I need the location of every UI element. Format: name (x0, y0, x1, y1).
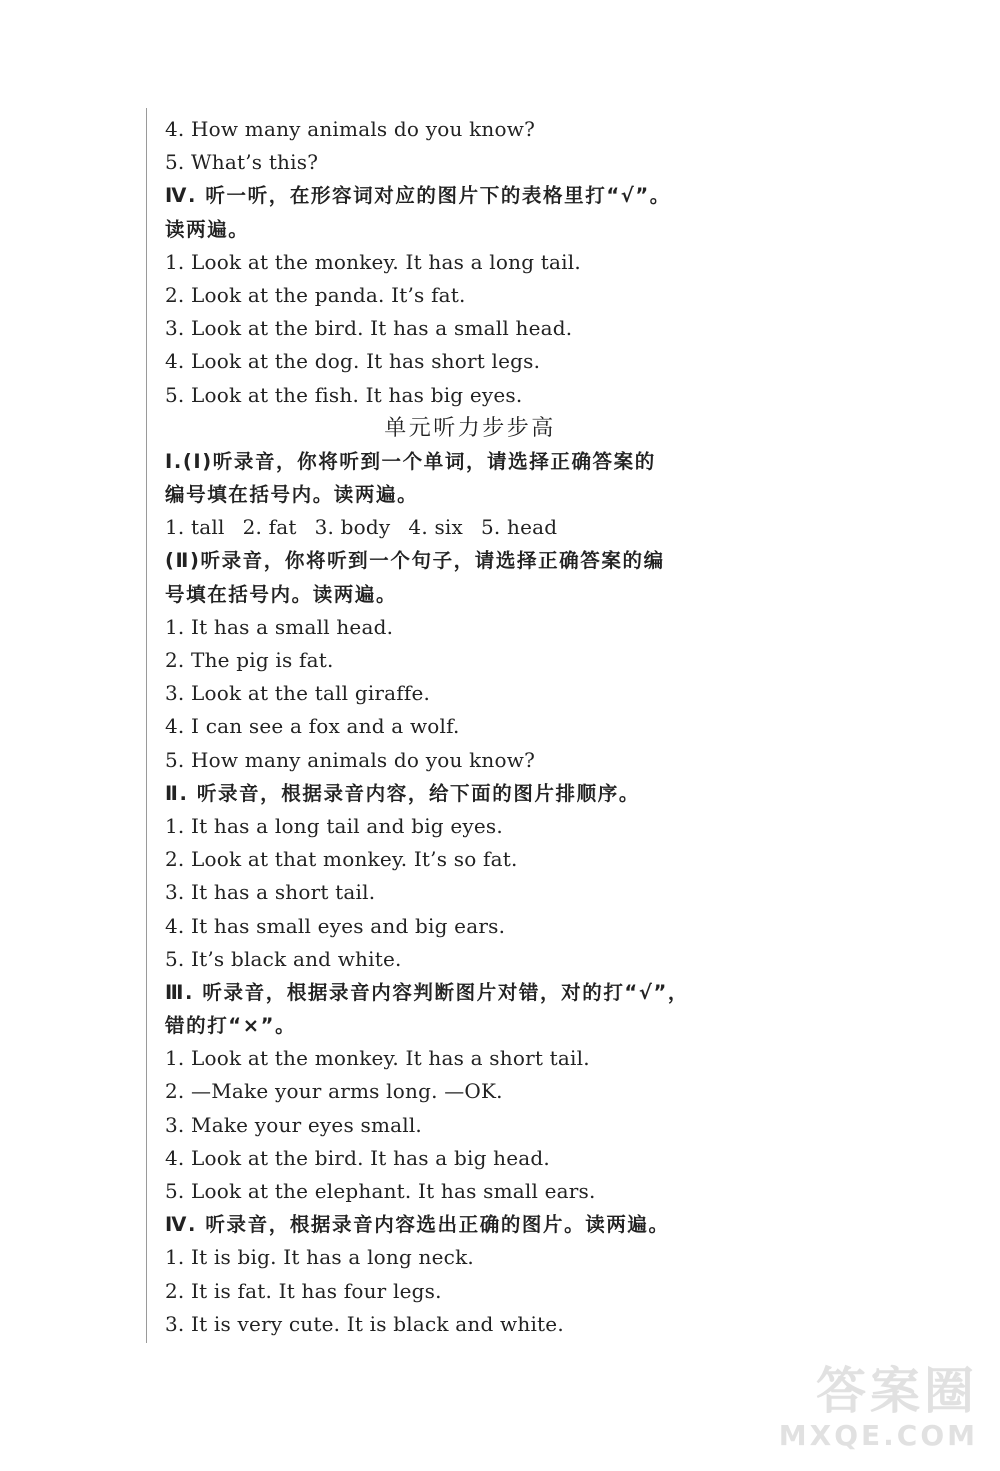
word-list-line (165, 511, 765, 544)
answer-line: 4. How many animals do you know? (165, 117, 535, 141)
watermark-logo (738, 1362, 978, 1457)
section-instruction: 读两遍。 (165, 217, 250, 241)
answer-line: 2. The pig is fat. (165, 648, 334, 672)
answer-line: 1. It is big. It has a long neck. (165, 1245, 474, 1270)
word-list-item: 1. tall (165, 515, 225, 540)
word-list-item: 4. six (408, 515, 463, 540)
word-list-item: 3. body (314, 515, 391, 540)
section-instruction: Ⅲ. 听录音，根据录音内容判断图片对错，对的打“√”， (165, 980, 689, 1004)
answer-line: 4. I can see a fox and a wolf. (165, 714, 460, 739)
section-instruction: (Ⅱ)听录音，你将听到一个句子，请选择正确答案的编 (165, 549, 665, 573)
answer-line: 1. Look at the monkey. It has a short tail. (165, 1046, 590, 1071)
answer-line: 3. Make your eyes small. (165, 1112, 422, 1137)
answer-line: 2. Look at the panda. It’s fat. (165, 282, 466, 307)
answer-line: 5. Look at the elephant. It has small ears. (165, 1179, 596, 1203)
answer-line: 4. It has small eyes and big ears. (165, 913, 506, 938)
answer-line: 4. Look at the dog. It has short legs. (165, 349, 541, 374)
answer-line: 3. It is very cute. It is black and white. (165, 1311, 564, 1336)
answer-line: 5. It’s black and white. (165, 946, 402, 971)
section-instruction: 号填在括号内。读两遍。 (165, 582, 398, 606)
answer-line: 2. Look at that monkey. It’s so fat. (165, 847, 518, 872)
answer-line: 3. Look at the bird. It has a small head. (165, 316, 573, 341)
margin-rule (146, 108, 147, 1343)
answer-line: 5. Look at the fish. It has big eyes. (165, 382, 523, 407)
answer-line: 3. It has a short tail. (165, 880, 376, 905)
section-instruction: Ⅳ. 听一听，在形容词对应的图片下的表格里打“√”。 (165, 184, 671, 208)
answer-key-text (165, 113, 765, 1341)
watermark-url-text: MXQE.COM (778, 1419, 978, 1452)
answer-line: 3. Look at the tall giraffe. (165, 681, 431, 706)
section-instruction: Ⅳ. 听录音，根据录音内容选出正确的图片。读两遍。 (165, 1213, 670, 1237)
section-instruction: Ⅰ.(Ⅰ)听录音，你将听到一个单词，请选择正确答案的 (165, 449, 656, 473)
answer-line: 1. Look at the monkey. It has a long tail. (165, 249, 581, 274)
answer-line: 5. How many animals do you know? (165, 747, 535, 772)
section-instruction: Ⅱ. 听录音，根据录音内容，给下面的图片排顺序。 (165, 781, 640, 805)
watermark-top-text: 答案圈 (816, 1362, 978, 1420)
answer-line: 1. It has a small head. (165, 614, 394, 639)
word-list-item: 5. head (481, 515, 558, 540)
section-instruction: 编号填在括号内。读两遍。 (165, 483, 419, 507)
answer-line: 5. What’s this? (165, 150, 319, 175)
answer-line: 2. —Make your arms long. —OK. (165, 1079, 503, 1104)
answer-line: 4. Look at the bird. It has a big head. (165, 1145, 550, 1170)
answer-line: 2. It is fat. It has four legs. (165, 1278, 442, 1303)
answer-line: 1. It has a long tail and big eyes. (165, 813, 503, 838)
section-instruction: 错的打“×”。 (165, 1014, 297, 1038)
section-title: 单元听力步步高 (384, 415, 556, 441)
word-list-item: 2. fat (242, 515, 297, 540)
